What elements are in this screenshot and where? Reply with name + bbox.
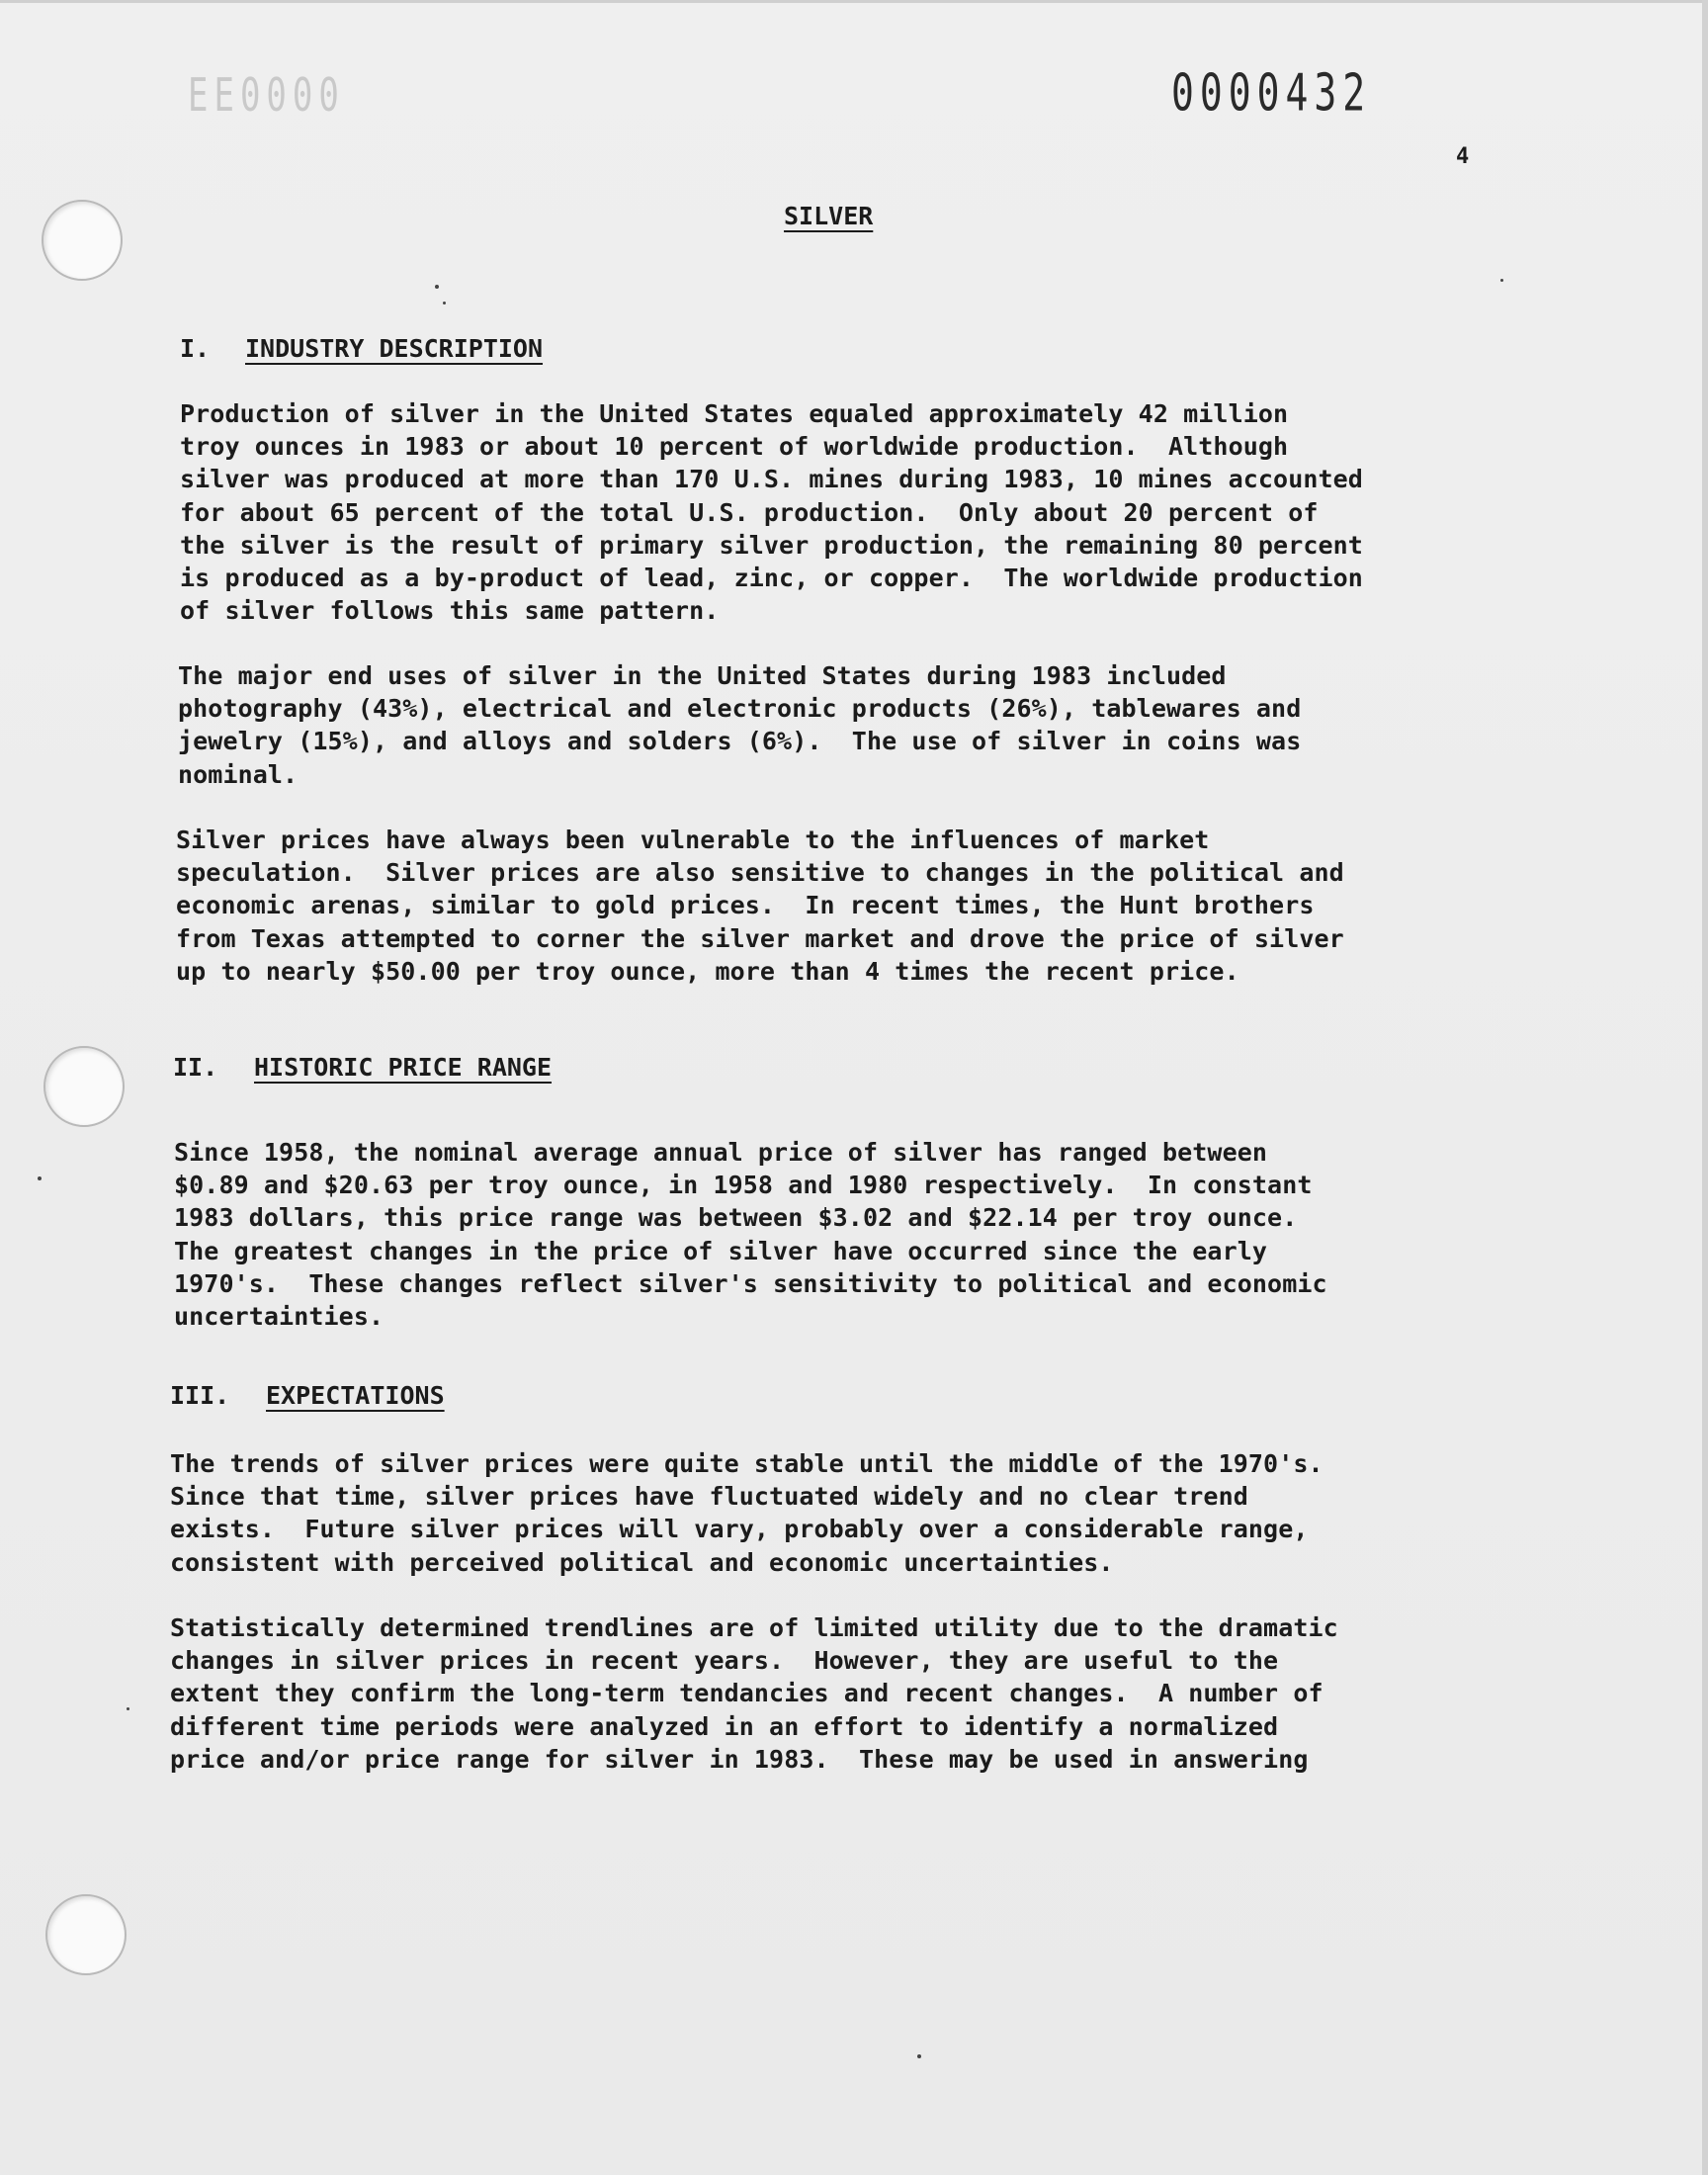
section-heading-text: EXPECTATIONS [266,1381,445,1410]
paragraph-price-range: Since 1958, the nominal average annual price of silver has ranged between $0.89 and $20.63 per troy ounce, in 1958 and 1980 respectively. In constant 1983 dollars, this price range was between $3.02 and $22.14 per troy ounce. The greatest changes in the price of silver have occurred since the early 1970's. These changes reflect silver's sensitivity to political and economic uncertainties. [174,1138,1327,1332]
punch-hole-middle [43,1046,125,1127]
punch-hole-top [42,200,123,281]
paragraph-speculation: Silver prices have always been vulnerable to the influences of market speculation. Silver prices are also sensitive to changes in the political and economic arenas, similar to gold prices. In recent times, the Hunt brothers from Texas attempted to corner the silver market and drove the price of silver up to nearly $50.00 per troy ounce, more than 4 times the recent price. [176,826,1344,986]
paragraph-end-uses: The major end uses of silver in the United States during 1983 included photography (43%), electrical and electronic products (26%), tablewares and jewelry (15%), and alloys and solders (6%). The use of silver in coins was nominal. [178,661,1302,789]
section-heading-expectations [170,1381,445,1410]
section-heading-historic-price-range [173,1053,552,1082]
document-title: SILVER [784,202,874,230]
page-number: 4 [1456,144,1470,169]
scan-speck [435,285,439,289]
section-number: II. [173,1053,218,1082]
bates-number-stamp: 0000432 [1171,63,1372,123]
scan-speck [38,1176,42,1180]
punch-hole-bottom [45,1894,127,1975]
scan-speck [443,302,446,304]
section-number: III. [170,1381,230,1410]
paragraph-production: Production of silver in the United States equaled approximately 42 million troy ounces in 1983 or about 10 percent of worldwide production. Although silver was produced at more than 170 U.S. mines during 1983, 10 mines accounted for about 65 percent of the total U.S. production. Only about 20 percent of the silver is the result of primary silver production, the remaining 80 percent is produced as a by-product of lead, zinc, or copper. The worldwide production of silver follows this same pattern. [180,399,1363,626]
paragraph-price-trends: The trends of silver prices were quite stable until the middle of the 1970's. Since that time, silver prices have fluctuated widely and no clear trend exists. Future silver prices will vary, probably over a considerable range, consistent with perceived political and economic uncertainties. [170,1449,1324,1577]
page-top-edge [0,0,1708,3]
paragraph-trendlines: Statistically determined trendlines are of limited utility due to the dramatic changes in silver prices in recent years. However, they are useful to the extent they confirm the long-term tendancies and recent changes. A number of different time periods were analyzed in an effort to identify a normalized price and/or price range for silver in 1983. These may be used in answering [170,1613,1338,1774]
section-heading-industry-description [180,334,543,363]
scan-speck [917,2054,921,2058]
section-heading-text: INDUSTRY DESCRIPTION [245,334,544,363]
faded-bates-stamp: EE0000 [188,69,345,123]
section-number: I. [180,334,211,363]
scan-speck [127,1707,129,1710]
section-heading-text: HISTORIC PRICE RANGE [254,1053,553,1082]
page-right-edge [1702,0,1708,2175]
scan-speck [1500,279,1503,282]
